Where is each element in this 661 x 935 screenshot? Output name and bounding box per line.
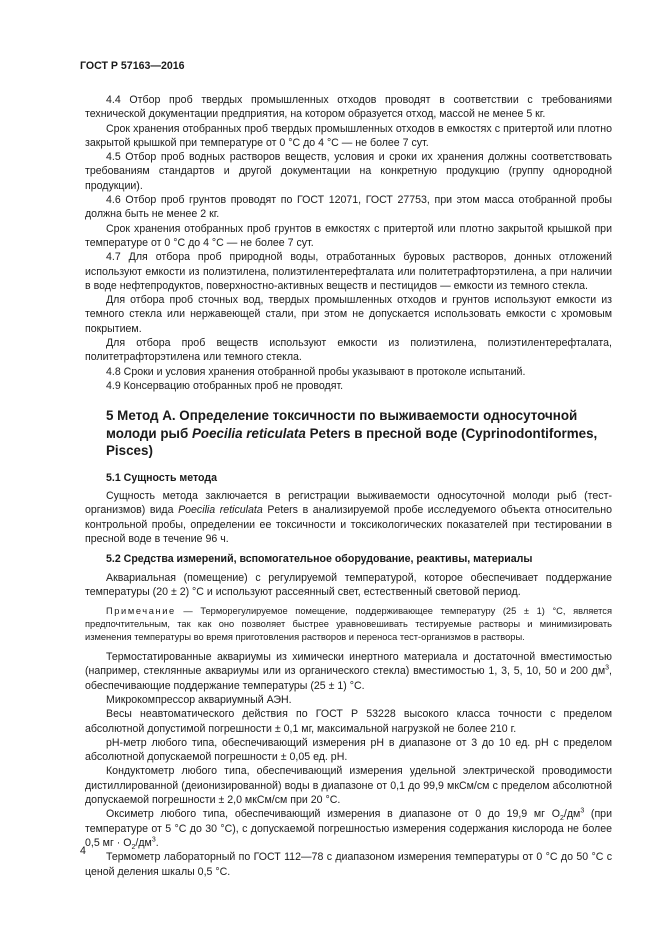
paragraph-waste-storage: Срок хранения отобранных проб твердых промышленных отходов в емкостях с притертой или плотно закрытой крышкой при температуре от 0 °С до 4 °С — не более 7 сут. <box>85 122 612 149</box>
standard-header: ГОСТ Р 57163—2016 <box>80 60 185 72</box>
paragraph-thermometer: Термометр лабораторный по ГОСТ 112—78 с диапазоном измерения температуры от 0 °С до 50 °С с ценой деления шкалы 0,5 °С. <box>85 851 612 878</box>
paragraph-ph-meter: рН-метр любого типа, обеспечивающий измерения рН в диапазоне от 3 до 10 ед. рН с пределом абсолютной допускаемой погрешности ± 0,05 ед. рН. <box>85 736 612 764</box>
section-5-title: 5 Метод А. Определение токсичности по выживаемости односуточной молоди рыб Poecilia reticulata Peters в пресной воде (Cyprinodontiformes, Pisces) <box>106 408 598 459</box>
paragraph-conductometer: Кондуктометр любого типа, обеспечивающий измерения удельной электрической проводимости дистиллированной (деионизированной) воды в диапазоне от 0,1 до 99,9 мкСм/см с пределом абсолютной допускаемой погрешности ± 2,0 мкСм/см при 20 °С. <box>85 765 612 807</box>
paragraph-scales: Весы неавтоматического действия по ГОСТ Р 53228 высокого класса точности с пределом абсолютной допустимой погрешности ± 0,1 мг, максимальной нагрузкой не более 210 г. <box>85 708 612 735</box>
paragraph-4-9: 4.9 Консервацию отобранных проб не проводят. <box>106 379 344 392</box>
paragraph-aquarium-room: Аквариальная (помещение) с регулируемой температурой, которое обеспечивает поддержание температуры (20 ± 2) °С и используют рассеянный свет, естественный световой период. <box>85 571 612 598</box>
paragraph-4-7: 4.7 Для отбора проб природной воды, отработанных буровых растворов, донных отложений используют емкости из полиэтилена, полиэтилентерефталата или политетрафторэтилена, а при наличии в воде нефтепродуктов, поверхностно-активных веществ и пестицидов — емкости из темного стекла. <box>85 251 612 292</box>
paragraph-4-8: 4.8 Сроки и условия хранения отобранной пробы указывают в протоколе испытаний. <box>106 365 526 378</box>
note-temperature: Примечание — Терморегулируемое помещение, поддерживающее температуру (25 ± 1) °С, является предпочтительным, так как оно позволяет быстрее уравновешивать тестируемые растворы и минимизировать изменения температуры во время приготовления растворов и переноса тест-организмов в растворы. <box>85 606 612 643</box>
paragraph-substance-containers: Для отбора проб веществ используют емкости из полиэтилена, полиэтилентерефталата, политетрафторэтилена или темного стекла. <box>85 337 612 364</box>
paragraph-microcompressor: Микрокомпрессор аквариумный АЭН. <box>106 694 292 706</box>
page-number: 4 <box>80 845 86 857</box>
paragraph-4-4: 4.4 Отбор проб твердых промышленных отходов проводят в соответствии с требованиями технической документации предприятия, на котором образуется отход, массой не менее 5 кг. <box>85 94 612 121</box>
paragraph-4-6: 4.6 Отбор проб грунтов проводят по ГОСТ 12071, ГОСТ 27753, при этом масса отобранной пробы должна быть не менее 2 кг. <box>85 194 612 221</box>
species-name: Poecilia reticulata <box>191 425 306 441</box>
note-label: Примечание <box>106 606 176 617</box>
paragraph-wastewater-containers: Для отбора проб сточных вод, твердых промышленных отходов и грунтов используют емкости из темного стекла или нержавеющей стали, при этом не допускается использовать емкости с хромовым покрытием. <box>85 294 612 335</box>
paragraph-method-essence: Сущность метода заключается в регистрации выживаемости односуточной молоди рыб (тест-организмов) вида Poecilia reticulata Peters в анализируемой пробе исследуемого объекта относительно контрольной пробы, определении ее токсичности и токсикологических показателей при тестировании в пресной воде в течение 96 ч. <box>85 490 612 545</box>
section-5-2-heading: 5.2 Средства измерений, вспомогательное оборудование, реактивы, материалы <box>106 553 533 566</box>
document-body <box>85 93 612 879</box>
section-5-1-heading: 5.1 Сущность метода <box>106 471 218 484</box>
paragraph-4-5: 4.5 Отбор проб водных растворов веществ, условия и сроки их хранения должны соответствовать требованиям стандартов и другой документации на конкретную продукцию (группу однородной продукции). <box>85 151 612 192</box>
paragraph-soil-storage: Срок хранения отобранных проб грунтов в емкостях с притертой или плотно закрытой крышкой при температуре от 0 °С до 4 °С — не более 7 сут. <box>85 222 612 249</box>
paragraph-oximeter: Оксиметр любого типа, обеспечивающий измерения в диапазоне от 0 до 19,9 мг $O_2/дм^3$ (при температуре от 5 °С до 30 °С), с допускаемой погрешностью измерения содержания кислорода не более 0,5 мг · $O_2/дм^3$. <box>85 807 612 852</box>
paragraph-thermostat-aquariums: Термостатированные аквариумы из химически инертного материала и достаточной вместимостью (например, стеклянные аквариумы или из органического стекла) вместимостью 1, 3, 5, 10, 50 и 200 $дм^3$, обеспечивающие поддержание температуры (25 ± 1) °С. <box>85 651 612 692</box>
